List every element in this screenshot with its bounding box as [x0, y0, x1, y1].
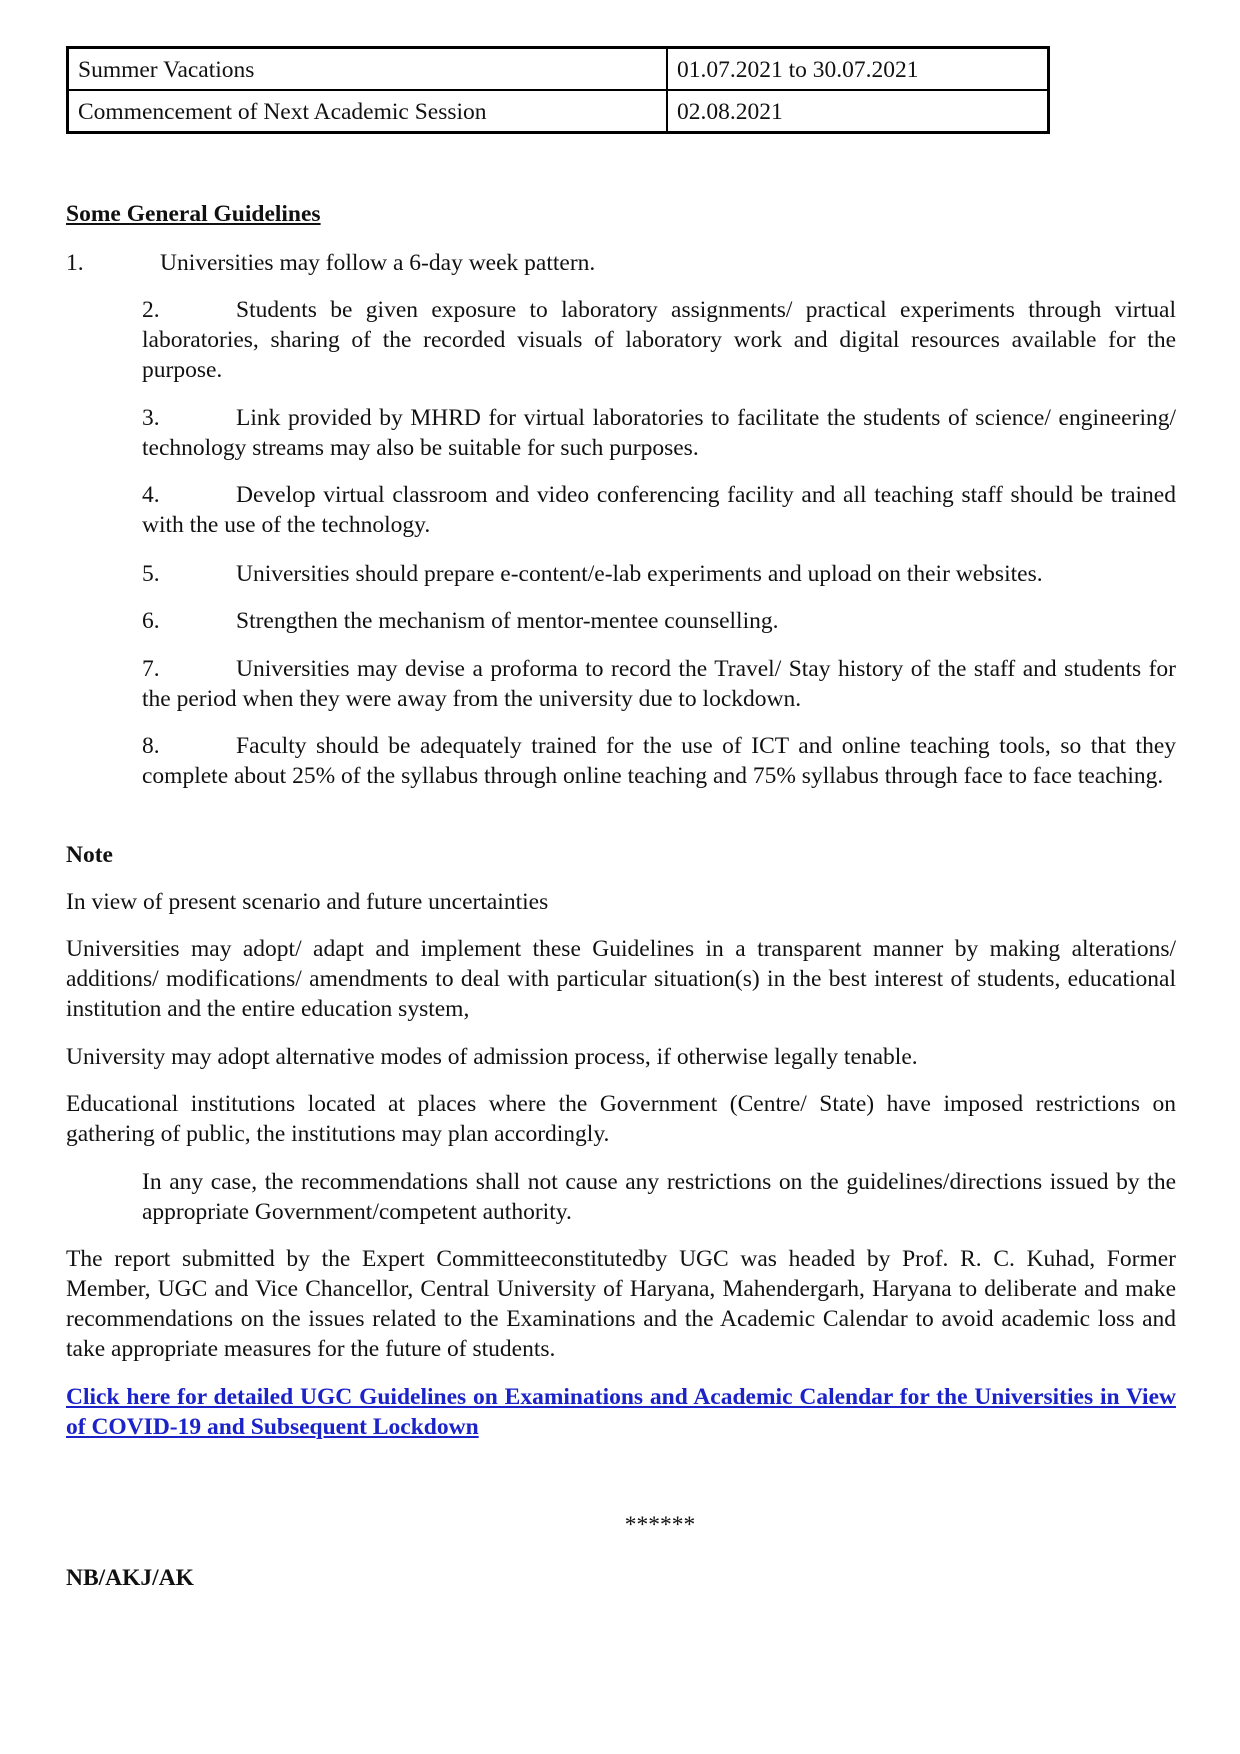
- guideline-number: 6.: [142, 608, 160, 634]
- note-heading: Note: [66, 842, 113, 868]
- footer-initials: NB/AKJ/AK: [66, 1565, 194, 1591]
- guideline-text: Students be given exposure to laboratory assignments/ practical experiments through virtual laboratories, sharing of the recorded visuals of laboratory work and digital resources available for the purpose.: [142, 297, 1176, 383]
- note-paragraph-3: University may adopt alternative modes of admission process, if otherwise legally tenable.: [66, 1044, 918, 1070]
- guideline-text: Link provided by MHRD for virtual laboratories to facilitate the students of science/ engineering/ technology streams may also be suitable for such purposes.: [142, 405, 1176, 461]
- table-cell-dates: 01.07.2021 to 30.07.2021: [667, 48, 1049, 91]
- schedule-table: [66, 46, 1050, 134]
- table-cell-event: Commencement of Next Academic Session: [68, 90, 668, 133]
- guideline-item-5: [142, 559, 1176, 589]
- guideline-number: 8.: [142, 733, 160, 759]
- note-paragraph-4: Educational institutions located at places where the Government (Centre/ State) have imposed restrictions on gathering of public, the institutions may plan accordingly.: [66, 1091, 1176, 1147]
- table-row: [68, 90, 1049, 133]
- report-paragraph: The report submitted by the Expert Committeeconstitutedby UGC was headed by Prof. R. C. Kuhad, Former Member, UGC and Vice Chancellor, Central University of Haryana, Mahendergarh, Haryana to deliberate and make recommendations on the issues related to the Examinations and the Academic Calendar to avoid academic loss and take appropriate measures for the future of students.: [66, 1246, 1176, 1362]
- guideline-item-4: [142, 480, 1176, 540]
- ugc-guidelines-link[interactable]: Click here for detailed UGC Guidelines on Examinations and Academic Calendar for the Universities in View of COVID-19 and Subsequent Lockdown: [66, 1384, 1176, 1440]
- guideline-number: 5.: [142, 561, 160, 587]
- guideline-item-8: [142, 731, 1176, 791]
- guideline-item-1: [66, 248, 1176, 278]
- table-cell-dates: 02.08.2021: [667, 90, 1049, 133]
- guideline-text: Universities may follow a 6-day week pattern.: [160, 250, 596, 276]
- guideline-text: Develop virtual classroom and video conferencing facility and all teaching staff should be trained with the use of the technology.: [142, 482, 1176, 538]
- separator-stars: ******: [624, 1512, 696, 1538]
- guideline-text: Universities should prepare e-content/e-lab experiments and upload on their websites.: [236, 561, 1043, 587]
- guideline-item-7: [142, 654, 1176, 714]
- guideline-text: Universities may devise a proforma to record the Travel/ Stay history of the staff and students for the period when they were away from the university due to lockdown.: [142, 656, 1176, 712]
- table-cell-event: Summer Vacations: [68, 48, 668, 91]
- guideline-number: 1.: [66, 250, 84, 276]
- guideline-item-6: [142, 606, 1176, 636]
- guideline-number: 4.: [142, 482, 160, 508]
- note-paragraph-2: Universities may adopt/ adapt and implement these Guidelines in a transparent manner by making alterations/ additions/ modifications/ amendments to deal with particular situation(s) in the best interest of students, educational institution and the entire education system,: [66, 936, 1176, 1022]
- guideline-number: 3.: [142, 405, 160, 431]
- guideline-number: 7.: [142, 656, 160, 682]
- guideline-item-2: [142, 295, 1176, 385]
- guideline-text: Faculty should be adequately trained for the use of ICT and online teaching tools, so that they complete about 25% of the syllabus through online teaching and 75% syllabus through face to face teaching.: [142, 733, 1176, 789]
- guideline-number: 2.: [142, 297, 160, 323]
- guideline-item-3: [142, 403, 1176, 463]
- note-paragraph-1: In view of present scenario and future uncertainties: [66, 889, 549, 915]
- guideline-text: Strengthen the mechanism of mentor-mentee counselling.: [236, 608, 779, 634]
- note-paragraph-5: In any case, the recommendations shall not cause any restrictions on the guidelines/directions issued by the appropriate Government/competent authority.: [142, 1169, 1176, 1225]
- guidelines-heading: Some General Guidelines: [66, 201, 321, 227]
- table-row: [68, 48, 1049, 91]
